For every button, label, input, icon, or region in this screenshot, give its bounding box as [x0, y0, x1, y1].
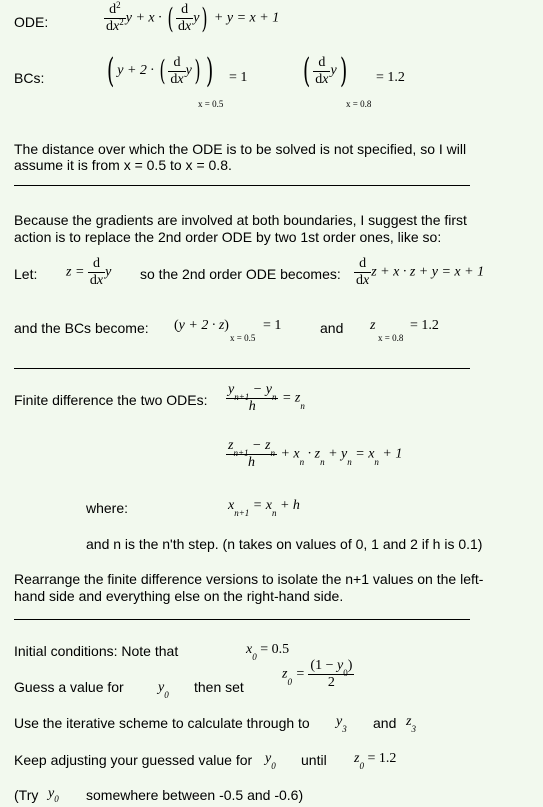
- ode-rhs: + y = x + 1: [213, 10, 280, 26]
- where-equation: $x_{n+1} = x_n + h$: [228, 498, 300, 518]
- z0-target: $z_0 = 1.2$: [354, 751, 397, 771]
- initial-conditions-label: Initial conditions: Note that: [14, 643, 179, 659]
- fd-equation-1: $\frac{y_{n+1} - y_n}{h}$ = $z_n$: [228, 382, 305, 414]
- x0-equation: $x_0 = 0.5$: [246, 642, 290, 662]
- first-order-ode: $\frac{d}{dx}$ z + x · z + y = x + 1: [356, 256, 485, 288]
- new-bc2-value: = 1.2: [410, 318, 439, 333]
- x0-value: = 0.5: [260, 642, 290, 657]
- until-label: until: [301, 752, 327, 768]
- let-label: Let:: [14, 266, 38, 282]
- z0-formula: $z_0$ = $\frac{(1 - y_0)}{2}$: [282, 658, 353, 690]
- rearrange-line1: Rearrange the finite difference versions to isolate the n+1 values on the left-: [14, 571, 484, 587]
- fd-equation-2: $\frac{z_{n+1} - z_n}{h}$ + $x_n \cdot z_n + y_n = x_n + 1$: [228, 438, 403, 470]
- bc1-subscript: x = 0.5: [198, 99, 224, 109]
- y0-symbol-3: $y_0$: [48, 786, 59, 804]
- so-becomes-label: so the 2nd order ODE becomes:: [140, 266, 341, 282]
- divider: [14, 619, 470, 620]
- use-iterative-label: Use the iterative scheme to calculate through to: [14, 715, 310, 731]
- bc2-subscript: x = 0.8: [346, 99, 372, 109]
- y0-symbol-2: $y_0$: [265, 751, 276, 771]
- new-bc2-sub: x = 0.8: [378, 333, 404, 343]
- and2-label: and: [373, 715, 397, 731]
- y0-symbol: $y_0$: [158, 680, 169, 700]
- y3-symbol: $y_3$: [336, 714, 347, 734]
- gradients-line1: Because the gradients are involved at both boundaries, I suggest the first: [14, 212, 467, 228]
- rearrange-line2: hand side and everything else on the right-hand side.: [14, 588, 344, 604]
- let-equation: z = $\frac{d}{dx}$ y: [66, 256, 112, 288]
- finite-difference-label: Finite difference the two ODEs:: [14, 392, 208, 408]
- n-step-text: and n is the n'th step. (n takes on values of 0, 1 and 2 if h is 0.1): [86, 536, 483, 552]
- try-open: (Try: [14, 787, 39, 803]
- new-bc1-sub: x = 0.5: [230, 333, 256, 343]
- distance-line2: assume it is from x = 0.5 to x = 0.8.: [14, 157, 232, 173]
- distance-line1: The distance over which the ODE is to be solved is not specified, so I will: [14, 141, 467, 157]
- guess-label: Guess a value for: [14, 679, 124, 695]
- new-bc1: (y + 2 · z): [174, 318, 229, 333]
- bcs-become-label: and the BCs become:: [14, 320, 149, 336]
- keep-adjusting-label: Keep adjusting your guessed value for: [14, 752, 253, 768]
- bc1-equation: ( y + 2 · ( $\frac{d}{dx}$ y) ): [106, 51, 214, 91]
- z0-value: = 1.2: [367, 751, 397, 766]
- new-bc2-z: z: [370, 318, 376, 333]
- ode-equation: $\frac{d^2}{dx^2}$ y + x · ( $\frac{d}{dx}$ y) + y = x + 1: [106, 0, 280, 35]
- gradients-line2: action is to replace the 2nd order ODE by two 1st order ones, like so:: [14, 229, 442, 245]
- and-label: and: [320, 320, 344, 336]
- try-rest: somewhere between -0.5 and -0.6): [86, 787, 304, 803]
- bcs-label: BCs:: [14, 70, 45, 86]
- bc1-value: = 1: [229, 70, 248, 85]
- bc2-value: = 1.2: [376, 70, 405, 85]
- z3-symbol: $z_3$: [406, 714, 416, 734]
- bc2-equation: ( $\frac{d}{dx}$ y): [302, 51, 347, 91]
- new-bc1-value: = 1: [263, 318, 282, 333]
- ode-label: ODE:: [14, 14, 49, 30]
- then-set-label: then set: [194, 679, 244, 695]
- divider: [14, 185, 470, 186]
- where-label: where:: [86, 500, 129, 516]
- divider: [14, 368, 470, 369]
